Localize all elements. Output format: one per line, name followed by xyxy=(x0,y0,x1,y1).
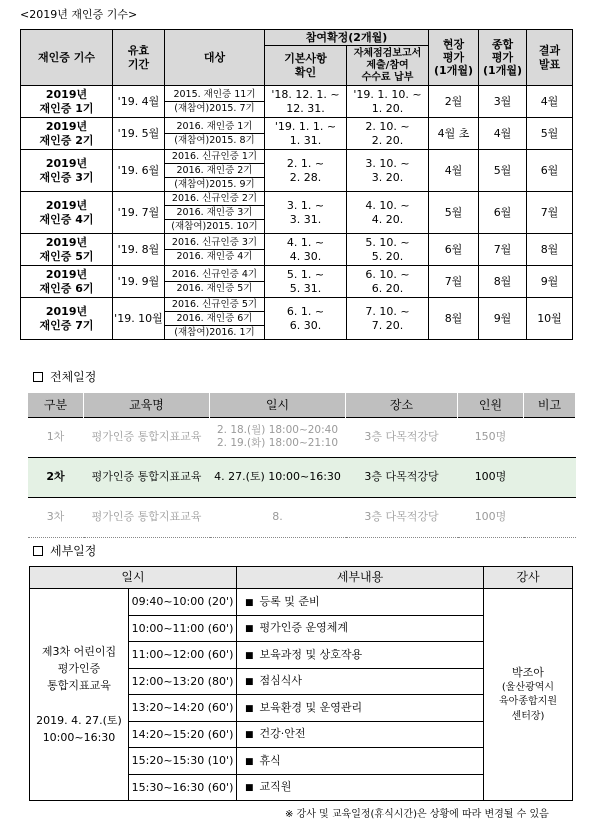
row-people: 150명 xyxy=(458,417,524,457)
cycle-cell: 2019년 재인증 7기 xyxy=(21,298,113,340)
report-cell: 7. 10. ~ 7. 20. xyxy=(347,298,429,340)
target-cell xyxy=(165,118,265,150)
target-item: 2016. 재인증 3기 xyxy=(165,206,264,220)
table-row xyxy=(21,192,573,234)
square-bullet-icon xyxy=(33,372,43,382)
site-eval-cell: 6월 xyxy=(429,234,479,266)
row-date: 2. 18.(월) 18:00~20:40 2. 19.(화) 18:00~21:10 xyxy=(210,417,346,457)
validity-cell: '19. 6월 xyxy=(113,150,165,192)
overall-eval-cell: 5월 xyxy=(479,150,527,192)
report-cell: 6. 10. ~ 6. 20. xyxy=(347,266,429,298)
row-course: 평가인증 통합지표교육 xyxy=(84,497,210,537)
target-item: 2016. 재인증 4기 xyxy=(176,251,253,262)
row-note xyxy=(524,457,576,497)
row-no: 3차 xyxy=(28,497,84,537)
header-datetime: 일시 xyxy=(30,567,237,589)
basic-check-cell: 2. 1. ~ 2. 28. xyxy=(265,150,347,192)
session-content: ■ 교직원 xyxy=(237,774,484,801)
session-content: ■ 점심식사 xyxy=(237,668,484,695)
row-place: 3층 다목적강당 xyxy=(346,497,458,537)
cycle-cell: 2019년 재인증 1기 xyxy=(21,86,113,118)
table-row xyxy=(21,150,573,192)
header-course: 교육명 xyxy=(84,393,210,417)
result-cell: 9월 xyxy=(527,266,573,298)
overall-eval-cell: 6월 xyxy=(479,192,527,234)
target-cell xyxy=(165,298,265,340)
row-place: 3층 다목적강당 xyxy=(346,417,458,457)
bullet-icon: ■ xyxy=(245,597,254,608)
time-slot: 09:40~10:00 (20') xyxy=(129,589,237,616)
detail-schedule-heading: 세부일정 xyxy=(33,542,96,559)
target-item: 2016. 신규인증 5기 xyxy=(165,298,264,312)
header-lecturer: 강사 xyxy=(484,567,573,589)
target-item: 2016. 재인증 5기 xyxy=(176,283,253,294)
target-item: (재참여)2015. 7기 xyxy=(174,103,255,114)
result-cell: 6월 xyxy=(527,150,573,192)
basic-check-cell: '19. 1. 1. ~ 1. 31. xyxy=(265,118,347,150)
bullet-icon: ■ xyxy=(245,730,254,741)
target-cell xyxy=(165,192,265,234)
report-cell: 5. 10. ~ 5. 20. xyxy=(347,234,429,266)
target-item: (재참여)2015. 10기 xyxy=(171,221,258,232)
validity-cell: '19. 10월 xyxy=(113,298,165,340)
bullet-icon: ■ xyxy=(245,756,254,767)
bullet-icon: ■ xyxy=(245,677,254,688)
target-cell xyxy=(165,266,265,298)
site-eval-cell: 2월 xyxy=(429,86,479,118)
header-people: 인원 xyxy=(458,393,524,417)
validity-cell: '19. 9월 xyxy=(113,266,165,298)
table-row xyxy=(21,118,573,150)
header-cycle: 재인증 기수 xyxy=(21,30,113,86)
table-row xyxy=(28,457,576,497)
basic-check-cell: 5. 1. ~ 5. 31. xyxy=(265,266,347,298)
time-slot: 10:00~11:00 (60') xyxy=(129,615,237,642)
cycle-cell: 2019년 재인증 2기 xyxy=(21,118,113,150)
time-slot: 11:00~12:00 (60') xyxy=(129,642,237,669)
session-content: ■ 등록 및 준비 xyxy=(237,589,484,616)
target-item: 2016. 재인증 1기 xyxy=(165,120,264,134)
table-row xyxy=(28,497,576,537)
target-item: 2016. 신규인증 1기 xyxy=(165,150,264,164)
header-no: 구분 xyxy=(28,393,84,417)
cycle-cell: 2019년 재인증 6기 xyxy=(21,266,113,298)
target-item: 2015. 재인증 11기 xyxy=(165,88,264,102)
bullet-icon: ■ xyxy=(245,650,254,661)
footnote: ※ 강사 및 교육일정(휴식시간)은 상황에 따라 변경될 수 있음 xyxy=(285,809,549,820)
row-no: 1차 xyxy=(28,417,84,457)
session-content: ■ 휴식 xyxy=(237,748,484,775)
validity-cell: '19. 8월 xyxy=(113,234,165,266)
recert-cycle-table xyxy=(20,29,573,340)
header-content: 세부내용 xyxy=(237,567,484,589)
overall-eval-cell: 4월 xyxy=(479,118,527,150)
report-cell: '19. 1. 10. ~ 1. 20. xyxy=(347,86,429,118)
header-note: 비고 xyxy=(524,393,576,417)
bullet-icon: ■ xyxy=(245,783,254,794)
bullet-icon: ■ xyxy=(245,703,254,714)
site-eval-cell: 4월 xyxy=(429,150,479,192)
validity-cell: '19. 7월 xyxy=(113,192,165,234)
basic-check-cell: 3. 1. ~ 3. 31. xyxy=(265,192,347,234)
target-item: (재참여)2016. 1기 xyxy=(174,327,255,338)
lecturer-cell: 박조아 (울산광역시 육아종합지원 센터장) xyxy=(484,589,573,801)
header-result: 결과 발표 xyxy=(527,30,573,86)
session-content: ■ 보육환경 및 운영관리 xyxy=(237,695,484,722)
table-row xyxy=(21,266,573,298)
report-cell: 4. 10. ~ 4. 20. xyxy=(347,192,429,234)
basic-check-cell: 6. 1. ~ 6. 30. xyxy=(265,298,347,340)
overall-schedule-table xyxy=(27,393,576,538)
time-slot: 15:20~15:30 (10') xyxy=(129,748,237,775)
row-note xyxy=(524,417,576,457)
header-report-submit: 자체점검보고서 제출/참여 수수료 납부 xyxy=(347,46,429,86)
overall-eval-cell: 8월 xyxy=(479,266,527,298)
cycle-cell: 2019년 재인증 4기 xyxy=(21,192,113,234)
row-place: 3층 다목적강당 xyxy=(346,457,458,497)
header-site-eval: 현장 평가 (1개월) xyxy=(429,30,479,86)
header-date: 일시 xyxy=(210,393,346,417)
site-eval-cell: 8월 xyxy=(429,298,479,340)
overall-eval-cell: 7월 xyxy=(479,234,527,266)
report-cell: 3. 10. ~ 3. 20. xyxy=(347,150,429,192)
square-bullet-icon xyxy=(33,546,43,556)
validity-cell: '19. 5월 xyxy=(113,118,165,150)
time-slot: 13:20~14:20 (60') xyxy=(129,695,237,722)
target-item: 2016. 신규인증 4기 xyxy=(165,268,264,282)
time-slot: 15:30~16:30 (60') xyxy=(129,774,237,801)
target-cell xyxy=(165,150,265,192)
site-eval-cell: 5월 xyxy=(429,192,479,234)
table-row xyxy=(28,417,576,457)
cycle-cell: 2019년 재인증 3기 xyxy=(21,150,113,192)
session-content: ■ 건강·안전 xyxy=(237,721,484,748)
target-cell xyxy=(165,234,265,266)
row-no: 2차 xyxy=(28,457,84,497)
time-slot: 14:20~15:20 (60') xyxy=(129,721,237,748)
row-note xyxy=(524,497,576,537)
table-row xyxy=(21,234,573,266)
result-cell: 4월 xyxy=(527,86,573,118)
row-course: 평가인증 통합지표교육 xyxy=(84,417,210,457)
result-cell: 8월 xyxy=(527,234,573,266)
target-cell xyxy=(165,86,265,118)
target-item: 2016. 재인증 2기 xyxy=(165,164,264,178)
row-course: 평가인증 통합지표교육 xyxy=(84,457,210,497)
cycle-cell: 2019년 재인증 5기 xyxy=(21,234,113,266)
header-basic-check: 기본사항 확인 xyxy=(265,46,347,86)
row-date: 8. xyxy=(210,497,346,537)
header-place: 장소 xyxy=(346,393,458,417)
basic-check-cell: 4. 1. ~ 4. 30. xyxy=(265,234,347,266)
session-content: ■ 평가인증 운영체계 xyxy=(237,615,484,642)
row-date: 4. 27.(토) 10:00~16:30 xyxy=(210,457,346,497)
table-row xyxy=(30,589,573,616)
site-eval-cell: 4월 초 xyxy=(429,118,479,150)
header-target: 대상 xyxy=(165,30,265,86)
header-participation: 참여확정(2개월) xyxy=(265,30,429,46)
overall-eval-cell: 3월 xyxy=(479,86,527,118)
detail-schedule-table xyxy=(29,566,573,801)
session-content: ■ 보육과정 및 상호작용 xyxy=(237,642,484,669)
result-cell: 5월 xyxy=(527,118,573,150)
validity-cell: '19. 4월 xyxy=(113,86,165,118)
schedule-title: <2019년 재인증 기수> xyxy=(20,8,138,21)
row-people: 100명 xyxy=(458,497,524,537)
time-slot: 12:00~13:20 (80') xyxy=(129,668,237,695)
target-item: 2016. 신규인증 2기 xyxy=(165,192,264,206)
table-row xyxy=(21,298,573,340)
basic-check-cell: '18. 12. 1. ~ 12. 31. xyxy=(265,86,347,118)
header-validity: 유효 기간 xyxy=(113,30,165,86)
table-row xyxy=(21,86,573,118)
target-item: (재참여)2015. 8기 xyxy=(174,135,255,146)
report-cell: 2. 10. ~ 2. 20. xyxy=(347,118,429,150)
event-cell: 제3차 어린이집 평가인증 통합지표교육 2019. 4. 27.(토) 10:00~16:30 xyxy=(30,589,129,801)
overall-schedule-heading: 전체일정 xyxy=(33,368,96,385)
header-overall-eval: 종합 평가 (1개월) xyxy=(479,30,527,86)
bullet-icon: ■ xyxy=(245,624,254,635)
target-item: (재참여)2015. 9기 xyxy=(174,179,255,190)
target-item: 2016. 재인증 6기 xyxy=(165,312,264,326)
site-eval-cell: 7월 xyxy=(429,266,479,298)
overall-eval-cell: 9월 xyxy=(479,298,527,340)
result-cell: 10월 xyxy=(527,298,573,340)
result-cell: 7월 xyxy=(527,192,573,234)
target-item: 2016. 신규인증 3기 xyxy=(165,236,264,250)
row-people: 100명 xyxy=(458,457,524,497)
